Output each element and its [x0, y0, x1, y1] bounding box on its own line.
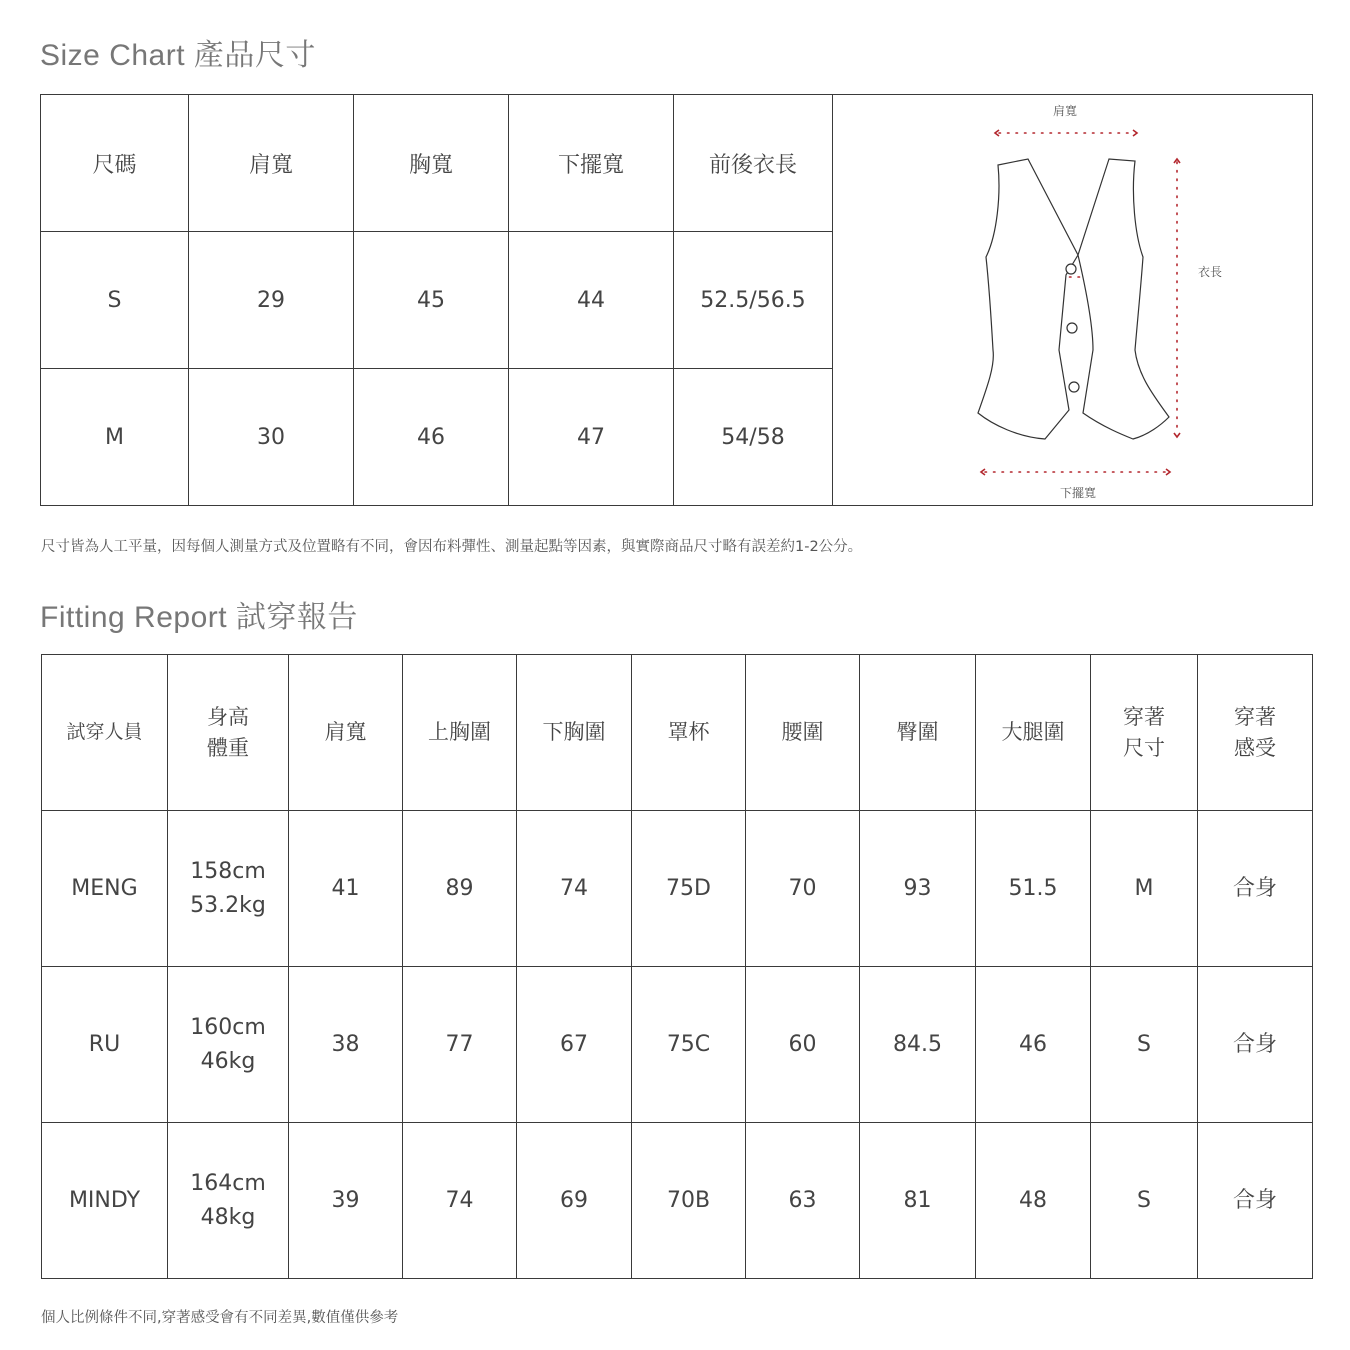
height-weight [168, 811, 289, 967]
header-worn-size [1091, 655, 1198, 811]
header-hip-text: 臀圍 [896, 720, 939, 744]
vest-outline [978, 159, 1169, 439]
under-bust-value: 69 [517, 1123, 632, 1279]
header-thigh [976, 655, 1091, 811]
header-shoulder: 肩寬 [189, 95, 354, 232]
height-weight [168, 967, 289, 1123]
fit-feeling-value: 合身 [1198, 1123, 1313, 1279]
header-under-bust [517, 655, 632, 811]
weight-value: 46kg [200, 1048, 256, 1074]
upper-bust-value: 77 [403, 967, 517, 1123]
shoulder-value: 29 [189, 232, 354, 369]
size-chart-note: 尺寸皆為人工平量，因每個人測量方式及位置略有不同，會因布料彈性、測量起點等因素，與實際商品尺寸略有誤差約1-2公分。 [41, 539, 863, 555]
upper-bust-value: 89 [403, 811, 517, 967]
upper-bust-value: 74 [403, 1123, 517, 1279]
diagram-label-hem: 下擺寬 [1059, 486, 1097, 500]
header-worn-size-text: 穿著 [1123, 704, 1165, 729]
cup-value: 70B [632, 1123, 746, 1279]
fitting-report-note: 個人比例條件不同,穿著感受會有不同差異,數值僅供參考 [41, 1310, 399, 1326]
waist-value: 60 [746, 967, 860, 1123]
diagram-label-shoulder: 肩寬 [1052, 104, 1078, 118]
header-tester [42, 655, 168, 811]
shoulder-value: 38 [289, 967, 403, 1123]
worn-size-value: M [1091, 811, 1198, 967]
header-waist [746, 655, 860, 811]
header-length: 前後衣長 [674, 95, 833, 232]
size-label: S [41, 232, 189, 369]
header-chest: 胸寬 [354, 95, 509, 232]
header-upper-bust [403, 655, 517, 811]
hip-value: 81 [860, 1123, 976, 1279]
vest-diagram-cell [833, 95, 1313, 506]
fitting-report-title: Fitting Report 試穿報告 [40, 601, 358, 634]
header-cup-text: 罩杯 [667, 720, 710, 744]
diagram-label-length: 衣長 [1197, 265, 1223, 279]
under-bust-value: 67 [517, 967, 632, 1123]
cup-value: 75C [632, 967, 746, 1123]
fit-feeling-value: 合身 [1198, 967, 1313, 1123]
tester-name: MINDY [42, 1123, 168, 1279]
fitting-row [42, 967, 1313, 1123]
header-fit-feeling [1198, 655, 1313, 811]
header-fit-feeling-text: 感受 [1234, 735, 1276, 760]
thigh-value: 51.5 [976, 811, 1091, 967]
header-shoulder-text: 肩寬 [324, 720, 367, 744]
waist-value: 63 [746, 1123, 860, 1279]
shoulder-value: 41 [289, 811, 403, 967]
header-thigh-text: 大腿圍 [1001, 720, 1065, 744]
header-height-weight [168, 655, 289, 811]
shoulder-value: 39 [289, 1123, 403, 1279]
button-icon [1067, 323, 1077, 333]
fitting-row [42, 1123, 1313, 1279]
length-value: 52.5/56.5 [674, 232, 833, 369]
header-hip [860, 655, 976, 811]
header-upper-bust-text: 上胸圍 [428, 720, 491, 744]
header-worn-size-text: 尺寸 [1123, 735, 1165, 760]
thigh-value: 48 [976, 1123, 1091, 1279]
header-shoulder [289, 655, 403, 811]
worn-size-value: S [1091, 1123, 1198, 1279]
button-icon [1066, 264, 1076, 274]
fitting-header-row [42, 655, 1313, 811]
header-tester-text: 試穿人員 [66, 721, 143, 743]
header-height-text: 身高 [207, 704, 249, 729]
size-chart-title: Size Chart 產品尺寸 [40, 39, 316, 72]
header-fit-feeling-text: 穿著 [1234, 704, 1276, 729]
chest-value: 45 [354, 232, 509, 369]
tester-name: MENG [42, 811, 168, 967]
header-hem: 下擺寬 [509, 95, 674, 232]
hip-value: 84.5 [860, 967, 976, 1123]
chest-value: 46 [354, 369, 509, 506]
fitting-row [42, 811, 1313, 967]
header-weight-text: 體重 [207, 735, 249, 760]
hem-value: 44 [509, 232, 674, 369]
weight-value: 48kg [200, 1204, 256, 1230]
thigh-value: 46 [976, 967, 1091, 1123]
hip-value: 93 [860, 811, 976, 967]
header-size: 尺碼 [41, 95, 189, 232]
size-label: M [41, 369, 189, 506]
height-value: 160cm [190, 1014, 266, 1040]
tester-name: RU [42, 967, 168, 1123]
height-value: 158cm [190, 858, 266, 884]
header-cup [632, 655, 746, 811]
vest-measurement-diagram [833, 95, 1311, 505]
size-chart-table [40, 94, 1313, 506]
waist-value: 70 [746, 811, 860, 967]
height-value: 164cm [190, 1170, 266, 1196]
cup-value: 75D [632, 811, 746, 967]
fitting-report-table [41, 654, 1313, 1279]
length-value: 54/58 [674, 369, 833, 506]
header-under-bust-text: 下胸圍 [542, 720, 606, 744]
under-bust-value: 74 [517, 811, 632, 967]
weight-value: 53.2kg [190, 892, 266, 918]
size-chart-header-row [41, 95, 1313, 232]
button-icon [1069, 382, 1079, 392]
header-waist-text: 腰圍 [781, 720, 824, 744]
fit-feeling-value: 合身 [1198, 811, 1313, 967]
height-weight [168, 1123, 289, 1279]
hem-value: 47 [509, 369, 674, 506]
worn-size-value: S [1091, 967, 1198, 1123]
shoulder-value: 30 [189, 369, 354, 506]
